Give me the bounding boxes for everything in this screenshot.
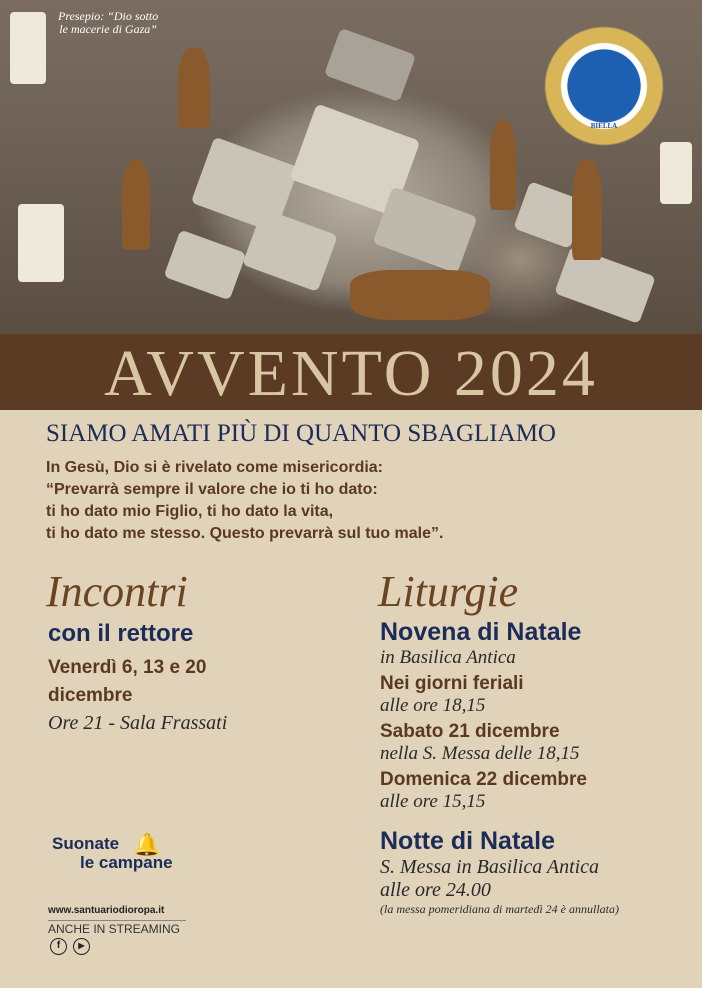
incontri-sub: con il rettore xyxy=(48,620,194,647)
novena: Novena di Natale xyxy=(380,618,582,646)
novena-place: in Basilica Antica xyxy=(380,647,516,668)
domenica: Domenica 22 dicembre xyxy=(380,769,587,790)
suonate-campane-logo: Suonate le campane xyxy=(52,834,173,872)
feriali: Nei giorni feriali xyxy=(380,673,524,694)
notte-note: (la messa pomeridiana di martedì 24 è annullata) xyxy=(380,902,619,916)
page-title: AVVENTO 2024 xyxy=(104,337,598,410)
quote: In Gesù, Dio si è rivelato come misericordia: “Prevarrà sempre il valore che io ti ho dato: ti ho dato mio Figlio, ti ho dato la vita, ti ho dato me stesso. Questo prevarrà sul tuo male”. xyxy=(46,459,444,542)
streaming-label: ANCHE IN STREAMING xyxy=(48,922,181,936)
sabato: Sabato 21 dicembre xyxy=(380,721,560,742)
sanctuary-seal-logo: BIELLA xyxy=(540,22,668,150)
notte: Notte di Natale xyxy=(380,827,556,855)
title-band xyxy=(0,334,702,410)
nativity-photo xyxy=(0,0,702,334)
incontri-place: Ore 21 - Sala Frassati xyxy=(48,712,228,734)
incontri-section xyxy=(48,620,227,735)
photo-caption: Presepio: “Dio sotto le macerie di Gaza” xyxy=(58,9,159,36)
bells-icon: 🔔 xyxy=(133,832,161,857)
incontri-heading: Incontri xyxy=(46,567,188,616)
subtitle: SIAMO AMATI PIÙ DI QUANTO SBAGLIAMO xyxy=(46,420,556,447)
liturgie-heading: Liturgie xyxy=(378,567,519,616)
domenica-time: alle ore 15,15 xyxy=(380,791,486,812)
sabato-time: nella S. Messa delle 18,15 xyxy=(380,743,580,764)
feriali-time: alle ore 18,15 xyxy=(380,695,486,716)
youtube-icon[interactable]: ▶ xyxy=(73,938,90,955)
notte-time: alle ore 24.00 xyxy=(380,879,491,901)
website-link[interactable]: www.santuariodioropa.it xyxy=(48,905,186,921)
incontri-dates: Venerdì 6, 13 e 20 dicembre xyxy=(48,657,207,706)
facebook-icon[interactable]: f xyxy=(50,938,67,955)
notte-place: S. Messa in Basilica Antica xyxy=(380,856,600,878)
liturgie-section xyxy=(380,618,619,917)
